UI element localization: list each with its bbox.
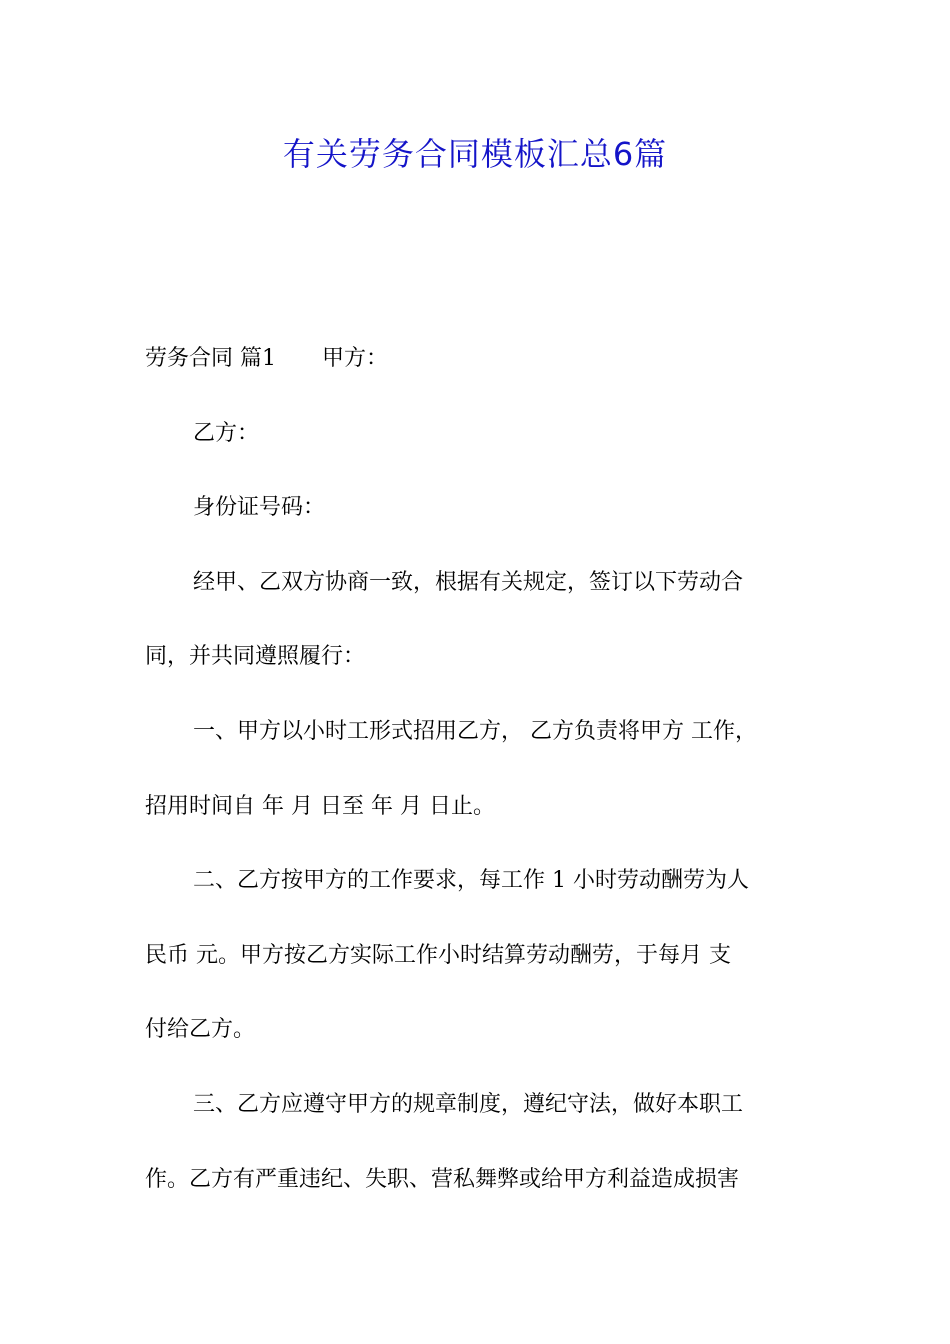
paragraph-line: 民币 元。甲方按乙方实际工作小时结算劳动酬劳，于每月 支 — [145, 942, 731, 968]
section-label: 劳务合同 篇1 — [145, 346, 276, 371]
document-title: 有关劳务合同模板汇总6篇 — [282, 135, 668, 173]
contract-heading-line — [145, 334, 807, 409]
document-body — [145, 334, 807, 1229]
paragraph-line: 三、乙方应遵守甲方的规章制度，遵纪守法，做好本职工 — [193, 1091, 744, 1117]
id-number-label: 身份证号码： — [193, 495, 326, 521]
paragraph-line: 二、乙方按甲方的工作要求，每工作 1 小时劳动酬劳为人 — [193, 868, 749, 894]
party-a-label: 甲方： — [322, 346, 389, 371]
paragraph-line: 作。乙方有严重违纪、失职、营私舞弊或给甲方利益造成损害 — [145, 1166, 740, 1192]
paragraph-line: 同，并共同遵照履行： — [145, 644, 366, 670]
party-b-label: 乙方： — [193, 420, 260, 446]
paragraph-line: 一、甲方以小时工形式招用乙方， 乙方负责将甲方 工作， — [193, 718, 757, 744]
paragraph-line: 招用时间自 年 月 日至 年 月 日止。 — [145, 793, 495, 819]
paragraph-line: 付给乙方。 — [145, 1017, 256, 1043]
paragraph-line: 经甲、乙双方协商一致，根据有关规定，签订以下劳动合 — [193, 569, 744, 595]
